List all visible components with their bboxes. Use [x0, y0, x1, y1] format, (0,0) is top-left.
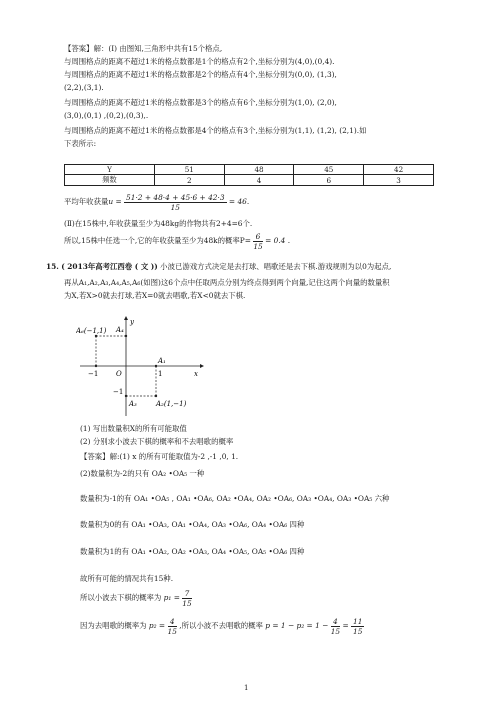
table-cell: 频数: [65, 175, 155, 186]
table-cell: 51: [154, 165, 224, 175]
table-cell: 3: [364, 175, 434, 186]
text-line: (2,2),(3,1).: [64, 83, 104, 92]
yield-frequency-table: [64, 164, 434, 186]
question-2: (2) 分别求小波去下棋的概率和不去唱歌的概率: [80, 437, 234, 446]
page-number: 1: [244, 684, 249, 692]
tick-y-neg-one: −1: [113, 388, 124, 396]
text-line: 下表所示:: [64, 139, 97, 148]
point-a2: [155, 395, 157, 397]
prob-chess-line: 所以小波去下棋的概率为 p₁ = $\frac{7}{15}$: [80, 588, 192, 608]
point-a3: [125, 395, 127, 397]
answer-intro: 【答案】解：(Ⅰ) 由图知,三角形中共有15个格点,: [64, 44, 223, 53]
coordinate-figure: [76, 316, 208, 420]
point-a6: [95, 335, 97, 337]
point-a5: [95, 365, 97, 367]
y-axis-arrow: [124, 316, 128, 320]
answer-total: 故所有可能的情况共有15种.: [80, 574, 174, 583]
text-line: (3,0),(0,1) ,(0,2),(0,3),.: [64, 111, 149, 120]
average-fraction: $\frac{51\cdot 2 + 48\cdot 4 + 45\cdot 6 + 42\cdot 3}{15}$: [126, 192, 225, 212]
text-line: 与周围格点的距离不超过1米的格点数都是3个的格点有6个,坐标分别为(1,0), (2,0),: [64, 98, 337, 107]
table-cell: 2: [154, 175, 224, 186]
table-row: [65, 175, 434, 186]
table-row: [65, 165, 434, 175]
table-cell: 4: [224, 175, 294, 186]
question-1: (1) 写出数量积X的所有可能取值: [80, 424, 187, 433]
probability-line: 所以,15株中任选一个,它的年收获量至少为48k的概率P= $\frac{6}{15}$ = 0.4 .: [64, 231, 291, 251]
prob-sing-line: 因为去唱歌的概率为 p₂ = $\frac{4}{15}$ ,所以小波不去唱歌的概率 p = 1 − p₂ = 1 − $\frac{4}{15}$ = $\frac{11}{15}$: [80, 616, 363, 636]
point-a4: [125, 335, 127, 337]
table-cell: 42: [364, 165, 434, 175]
text-line: 与周围格点的距离不超过1米的格点数都是1个的格点有2个,坐标分别为(4,0),(0,4).: [64, 57, 335, 66]
a6-label: A₆(−1,1): [76, 327, 107, 335]
text-line: 与周围格点的距离不超过1米的格点数都是4个的格点有3个,坐标分别为(1,1), (1,2), (2,1).如: [64, 126, 367, 135]
text-line: 为X,若X>0就去打球,若X=0就去唱歌,若X<0就去下棋.: [64, 291, 246, 300]
tick-x-one: 1: [158, 370, 163, 378]
x-axis-arrow: [200, 364, 204, 368]
average-formula: 平均年收获量u = $\frac{51\cdot 2 + 48\cdot 4 + 45\cdot 6 + 42\cdot 3}{15}$ = 46.: [64, 192, 250, 212]
table-cell: 6: [294, 175, 364, 186]
answer-zero: 数量积为0的有 OA₁ •OA₃, OA₁ •OA₄, OA₃ •OA₆, OA₄ •OA₆ 四种: [80, 520, 305, 529]
x-label: x: [194, 370, 198, 378]
text-line: 与周围格点的距离不超过1米的格点数都是2个的格点有4个,坐标分别为(0,0), (1,3),: [64, 70, 337, 79]
answer-one: 数量积为1的有 OA₁ •OA₂, OA₂ •OA₃, OA₄ •OA₅, OA₅ •OA₆ 四种: [80, 547, 305, 556]
answer-1: 【答案】解:(1) x 的所有可能取值为-2 ,-1 ,0, 1.: [80, 452, 239, 461]
answer-neg1: 数量积为-1的有 OA₁ •OA₅ , OA₁ •OA₆, OA₂ •OA₄, OA₂ •OA₆, OA₃ •OA₄, OA₃ •OA₅ 六种: [80, 494, 390, 503]
origin-label: O: [116, 370, 122, 378]
a2-label: A₂(1,−1): [156, 400, 187, 408]
question-15-header: 15. ( 2013年高考江西卷 ( 文 )) 小波已游戏方式决定是去打球、唱歌还是去下棋.游戏规则为以0为起点,: [46, 262, 392, 271]
text-line: (Ⅱ)在15株中,年收获量至少为48kg的作物共有2+4=6个.: [64, 219, 253, 228]
tick-x-neg-one: −1: [88, 370, 99, 378]
a3-label: A₃: [129, 400, 137, 408]
y-label: y: [130, 318, 134, 326]
table-cell: Y: [65, 165, 155, 175]
text-line: 再从A₁,A₂,A₃,A₄,A₅,A₆(如图)这6个点中任取两点分别为终点得到两个向量,记住这两个向量的数量积: [64, 278, 390, 287]
a1-label: A₁: [158, 357, 166, 365]
answer-2: (2)数量积为-2的只有 OA₂ •OA₅ 一种: [80, 469, 205, 478]
table-cell: 45: [294, 165, 364, 175]
point-a1: [155, 365, 157, 367]
a4-label: A₄: [116, 326, 124, 334]
table-cell: 48: [224, 165, 294, 175]
